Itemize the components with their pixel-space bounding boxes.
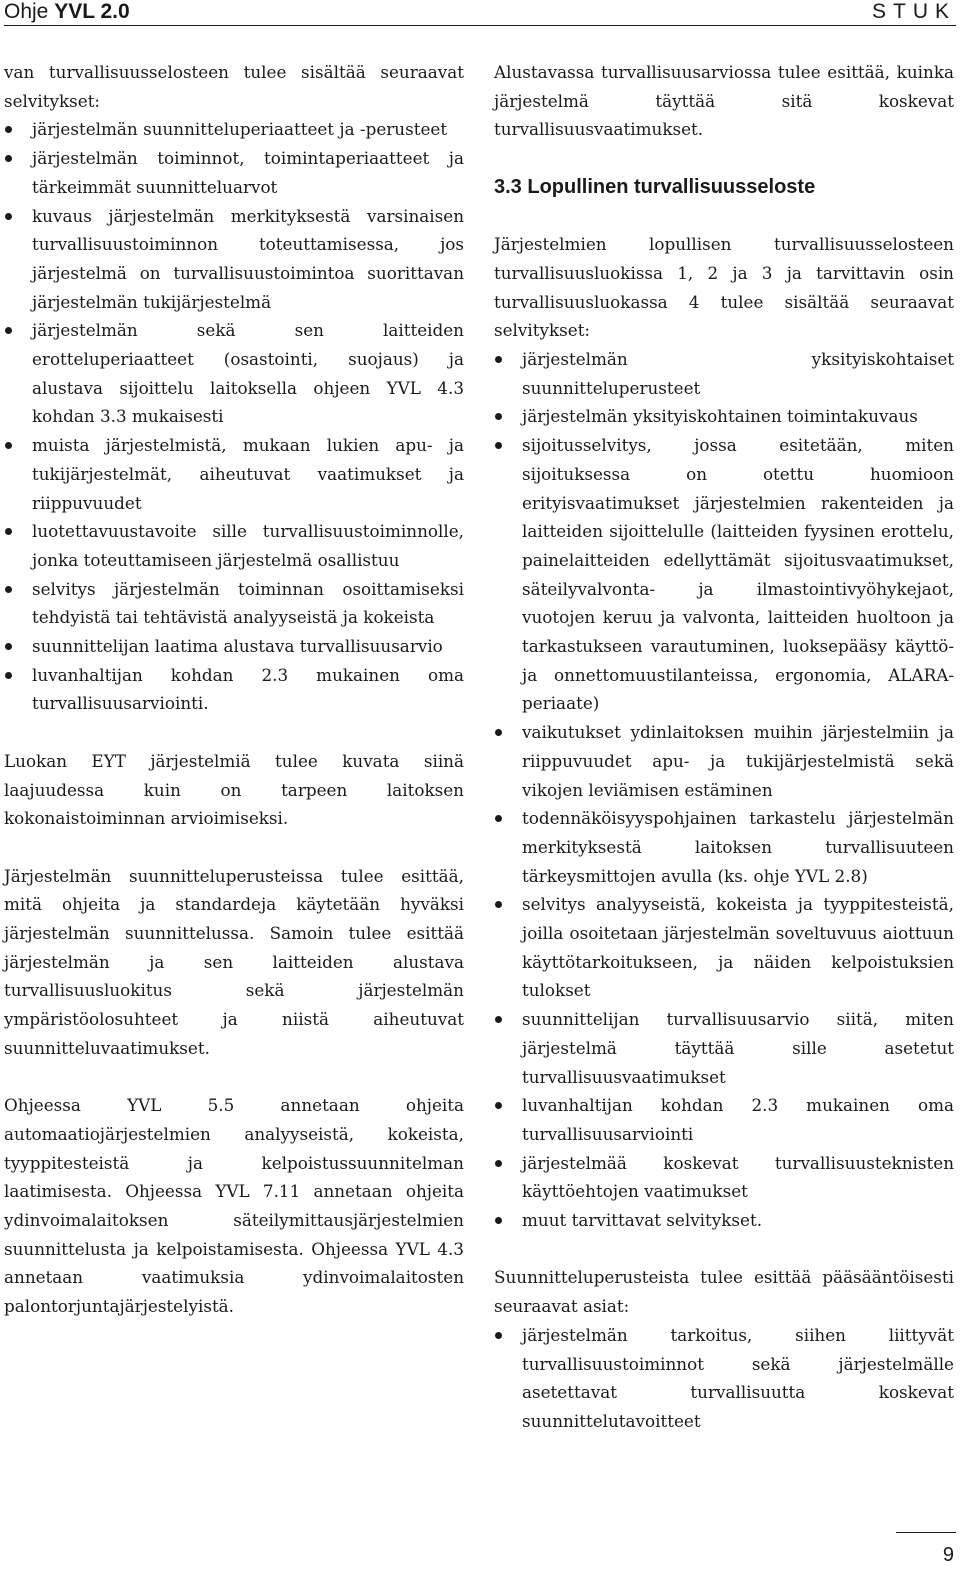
right-bullet-list xyxy=(494,345,954,1235)
list-item: muista järjestelmistä, mukaan lukien apu- ja tukijärjestelmät, aiheutuvat vaatimukset ja riippuvuudet xyxy=(4,431,464,517)
document-id xyxy=(4,0,130,24)
document-code: YVL 2.0 xyxy=(54,0,130,23)
page-number: 9 xyxy=(942,1544,954,1566)
list-item: järjestelmän sekä sen laitteiden erotteluperiaatteet (osastointi, suojaus) ja alustava sijoittelu laitoksella ohjeen YVL 4.3 kohdan 3.3 mukaisesti xyxy=(4,316,464,431)
list-item: järjestelmän tarkoitus, siihen liittyvät turvallisuustoiminnot sekä järjestelmälle asetettavat turvallisuutta koskevat suunnittelutavoitteet xyxy=(494,1321,954,1436)
footer-rule xyxy=(896,1532,956,1533)
list-item: todennäköisyyspohjainen tarkastelu järjestelmän merkityksestä laitoksen turvallisuuteen tärkeysmittojen avulla (ks. ohje YVL 2.8) xyxy=(494,804,954,890)
header-rule xyxy=(4,25,956,26)
right-column xyxy=(494,58,954,1464)
paragraph-guide-references: Ohjeessa YVL 5.5 annetaan ohjeita automaatiojärjestelmien analyyseistä, kokeista, tyyppitesteistä ja kelpoistussuunnitelman laatimisesta. Ohjeessa YVL 7.11 annetaan ohjeita ydinvoimalaitoksen säteilymittausjärjestelmien suunnittelusta ja kelpoistamisesta. Ohjeessa YVL 4.3 annetaan vaatimuksia ydinvoimalaitosten palontorjuntajärjestelyistä. xyxy=(4,1095,464,1317)
left-intro: van turvallisuusselosteen tulee sisältää seuraavat selvitykset: xyxy=(4,62,464,111)
list-item: järjestelmän toiminnot, toimintaperiaatteet ja tärkeimmät suunnitteluarvot xyxy=(4,144,464,201)
left-column xyxy=(4,58,464,1350)
right-bullet-list-2 xyxy=(494,1321,954,1436)
list-item: muut tarvittavat selvitykset. xyxy=(494,1206,954,1235)
list-item: selvitys järjestelmän toiminnan osoittamiseksi tehdyistä tai tehtävistä analyyseistä ja kokeista xyxy=(4,575,464,632)
list-item: luotettavuustavoite sille turvallisuustoiminnolle, jonka toteuttamiseen järjestelmä osallistuu xyxy=(4,517,464,574)
list-item: järjestelmän yksityiskohtaiset suunnitteluperusteet xyxy=(494,345,954,402)
list-item: järjestelmän suunnitteluperiaatteet ja -perusteet xyxy=(4,115,464,144)
list-item: suunnittelijan turvallisuusarvio siitä, miten järjestelmä täyttää sille asetetut turvallisuusvaatimukset xyxy=(494,1005,954,1091)
paragraph-preliminary-assessment: Alustavassa turvallisuusarviossa tulee esittää, kuinka järjestelmä täyttää sitä koskevat turvallisuusvaatimukset. xyxy=(494,62,954,140)
paragraph-design-bases-content: Suunnitteluperusteista tulee esittää pääsääntöisesti seuraavat asiat: xyxy=(494,1267,954,1317)
page-header xyxy=(4,0,956,24)
list-item: sijoitusselvitys, jossa esitetään, miten sijoituksessa on otettu huomioon erityisvaatimukset järjestelmien rakenteiden ja laitteiden sijoittelulle (laitteiden fyysinen erottelu, painelaitteiden edellyttämät sijoitusvaatimukset, säteilyvalvonta- ja ilmastointivyöhykejaot, vuotojen keruu ja valvonta, laitteiden huoltoon ja tarkastukseen varautuminen, luoksepääsy käyttö- ja onnettomuustilanteissa, ergonomia, ALARA-periaate) xyxy=(494,431,954,718)
paragraph-eyt: Luokan EYT järjestelmiä tulee kuvata siinä laajuudessa kuin on tarpeen laitoksen kokonaistoiminnan arvioimiseksi. xyxy=(4,750,464,829)
list-item: kuvaus järjestelmän merkityksestä varsinaisen turvallisuustoiminnon toteuttamisessa, jos järjestelmä on turvallisuustoimintoa suorittavan järjestelmän tukijärjestelmä xyxy=(4,202,464,317)
list-item: luvanhaltijan kohdan 2.3 mukainen oma turvallisuusarviointi. xyxy=(4,661,464,718)
list-item: järjestelmän yksityiskohtainen toimintakuvaus xyxy=(494,402,954,431)
document-prefix: Ohje xyxy=(4,0,55,23)
organization-name: STUK xyxy=(871,0,956,23)
list-item: selvitys analyyseistä, kokeista ja tyyppitesteistä, joilla osoitetaan järjestelmän soveltuvuus aiottuun käyttötarkoitukseen, ja näiden kelpoistuksien tulokset xyxy=(494,890,954,1005)
left-bullet-list xyxy=(4,115,464,718)
list-item: järjestelmää koskevat turvallisuusteknisten käyttöehtojen vaatimukset xyxy=(494,1149,954,1206)
list-item: suunnittelijan laatima alustava turvallisuusarvio xyxy=(4,632,464,661)
paragraph-design-bases: Järjestelmän suunnitteluperusteissa tulee esittää, mitä ohjeita ja standardeja käytetään hyväksi järjestelmän suunnittelussa. Samoin tulee esittää järjestelmän ja sen laitteiden alustava turvallisuusluokitus sekä järjestelmän ympäristöolosuhteet ja niistä aiheutuvat suunnitteluvaatimukset. xyxy=(4,865,464,1058)
list-item: luvanhaltijan kohdan 2.3 mukainen oma turvallisuusarviointi xyxy=(494,1091,954,1148)
list-item: vaikutukset ydinlaitoksen muihin järjestelmiin ja riippuvuudet apu- ja tukijärjestelmistä sekä vikojen leviämisen estäminen xyxy=(494,718,954,804)
section-heading: 3.3 Lopullinen turvallisuusseloste xyxy=(494,175,816,198)
right-intro: Järjestelmien lopullisen turvallisuusselosteen turvallisuusluokissa 1, 2 ja 3 ja tarvittavin osin turvallisuusluokassa 4 tulee sisältää seuraavat selvitykset: xyxy=(494,234,954,341)
